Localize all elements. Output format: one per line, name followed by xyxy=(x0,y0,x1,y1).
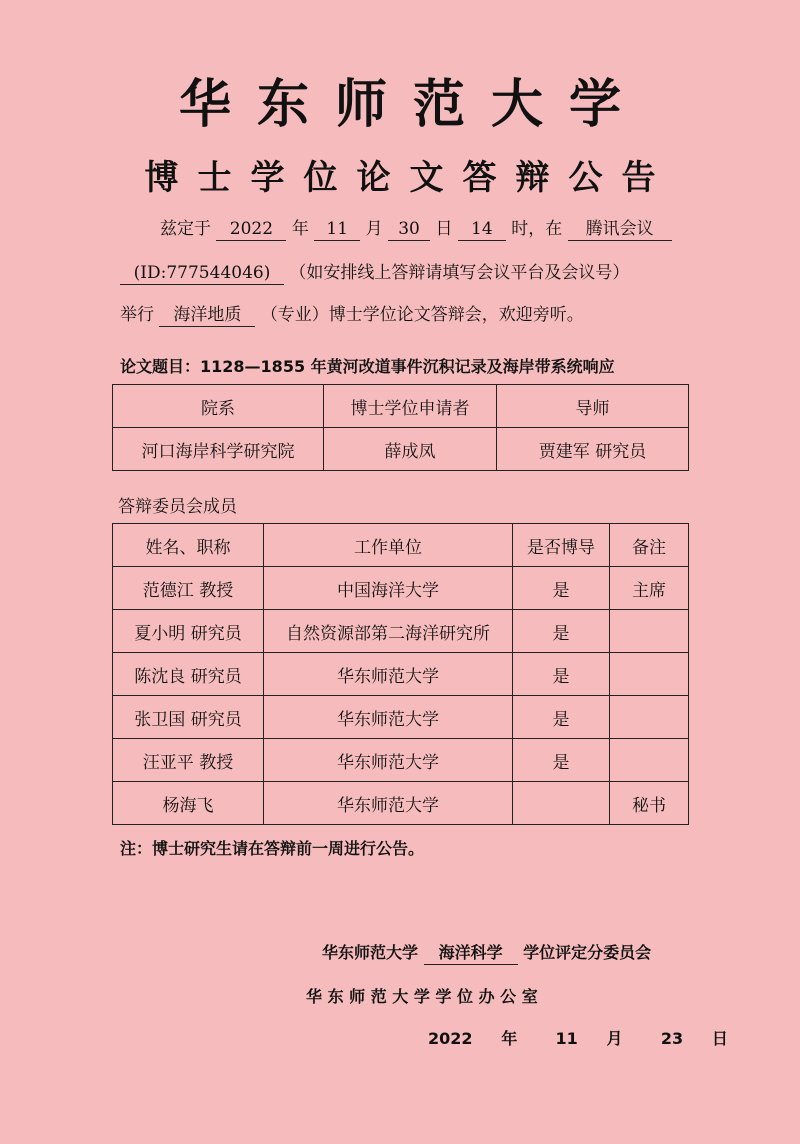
signature-field: 海洋科学 xyxy=(424,942,518,965)
member-name-cell: 范德江 教授 xyxy=(113,567,264,610)
committee-signature xyxy=(322,940,651,965)
member-supervisor-cell: 是 xyxy=(513,696,610,739)
table-row xyxy=(113,653,689,696)
table-header-row xyxy=(113,524,689,567)
month-unit: 月 xyxy=(365,219,383,239)
table-row xyxy=(113,739,689,782)
member-unit-cell: 中国海洋大学 xyxy=(264,567,513,610)
intro-prefix: 兹定于 xyxy=(160,219,211,239)
university-name: 华东师范大学 xyxy=(178,75,647,135)
office-signature: 华 东 师 范 大 学 学 位 办 公 室 xyxy=(306,987,538,1006)
signature-date xyxy=(428,1026,728,1049)
committee-table xyxy=(112,523,689,825)
member-unit-cell: 华东师范大学 xyxy=(264,782,513,825)
major: 海洋地质 xyxy=(159,304,255,327)
header-cell: 院系 xyxy=(113,385,324,428)
sign-day: 23 xyxy=(660,1029,684,1048)
table-row xyxy=(113,428,689,471)
hour-unit: 时，在 xyxy=(511,219,563,239)
signature-university: 华东师范大学 xyxy=(322,943,419,962)
member-remark-cell xyxy=(610,739,689,782)
intro-line-3 xyxy=(120,300,584,327)
held-prefix: 举行 xyxy=(120,305,154,325)
sign-year-unit: 年 xyxy=(501,1029,518,1048)
defense-hour: 14 xyxy=(458,218,506,241)
sign-day-unit: 日 xyxy=(711,1029,728,1048)
defense-day: 30 xyxy=(388,218,430,241)
year-unit: 年 xyxy=(291,219,309,239)
member-name-cell: 杨海飞 xyxy=(113,782,264,825)
sign-month: 11 xyxy=(555,1029,578,1048)
defense-year: 2022 xyxy=(216,218,286,241)
day-unit: 日 xyxy=(435,219,453,239)
header-cell: 姓名、职称 xyxy=(113,524,264,567)
header-cell: 备注 xyxy=(610,524,689,567)
member-name-cell: 汪亚平 教授 xyxy=(113,739,264,782)
member-remark-cell: 主席 xyxy=(610,567,689,610)
applicant-cell: 薛成凤 xyxy=(324,428,497,471)
intro-line-1 xyxy=(160,214,672,241)
meeting-id: (ID:777544046) xyxy=(120,262,284,285)
member-supervisor-cell: 是 xyxy=(513,739,610,782)
member-supervisor-cell: 是 xyxy=(513,653,610,696)
member-supervisor-cell: 是 xyxy=(513,610,610,653)
thesis-title-line xyxy=(120,354,615,377)
thesis-title: 1128—1855 年黄河改道事件沉积记录及海岸带系统响应 xyxy=(200,357,615,376)
member-unit-cell: 华东师范大学 xyxy=(264,739,513,782)
department-cell: 河口海岸科学研究院 xyxy=(113,428,324,471)
footnote: 注：博士研究生请在答辩前一周进行公告。 xyxy=(120,839,425,858)
member-unit-cell: 华东师范大学 xyxy=(264,653,513,696)
supervisor-cell: 贾建军 研究员 xyxy=(497,428,689,471)
sign-month-unit: 月 xyxy=(606,1029,623,1048)
member-supervisor-cell xyxy=(513,782,610,825)
member-name-cell: 陈沈良 研究员 xyxy=(113,653,264,696)
header-cell: 工作单位 xyxy=(264,524,513,567)
applicant-table xyxy=(112,384,689,471)
notice-title: 博士学位论文答辩公告 xyxy=(144,158,675,198)
member-remark-cell xyxy=(610,610,689,653)
member-name-cell: 夏小明 研究员 xyxy=(113,610,264,653)
header-cell: 导师 xyxy=(497,385,689,428)
thesis-label: 论文题目： xyxy=(120,357,201,376)
member-supervisor-cell: 是 xyxy=(513,567,610,610)
table-row xyxy=(113,782,689,825)
signature-committee: 学位评定分委员会 xyxy=(523,943,652,962)
member-name-cell: 张卫国 研究员 xyxy=(113,696,264,739)
member-remark-cell xyxy=(610,696,689,739)
member-remark-cell: 秘书 xyxy=(610,782,689,825)
intro-suffix: （专业）博士学位论文答辩会，欢迎旁听。 xyxy=(260,305,584,325)
member-remark-cell xyxy=(610,653,689,696)
table-row xyxy=(113,696,689,739)
defense-month: 11 xyxy=(314,218,360,241)
committee-label: 答辩委员会成员 xyxy=(118,497,237,517)
table-header-row xyxy=(113,385,689,428)
table-row xyxy=(113,567,689,610)
member-unit-cell: 自然资源部第二海洋研究所 xyxy=(264,610,513,653)
intro-line-2 xyxy=(120,258,629,285)
online-note: （如安排线上答辩请填写会议平台及会议号） xyxy=(289,263,630,283)
table-row xyxy=(113,610,689,653)
header-cell: 是否博导 xyxy=(513,524,610,567)
header-cell: 博士学位申请者 xyxy=(324,385,497,428)
sign-year: 2022 xyxy=(428,1029,473,1048)
member-unit-cell: 华东师范大学 xyxy=(264,696,513,739)
defense-venue: 腾讯会议 xyxy=(568,218,672,241)
